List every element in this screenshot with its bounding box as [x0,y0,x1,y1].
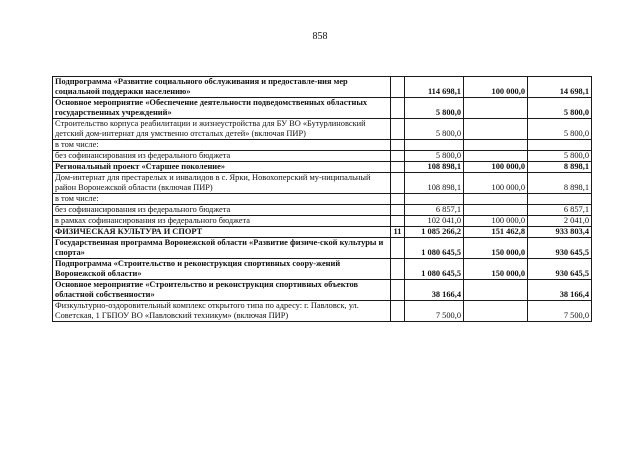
row-code [391,162,405,173]
row-total: 114 698,1 [405,77,464,98]
row-total: 102 041,0 [405,216,464,227]
row-code [391,77,405,98]
row-total: 5 800,0 [405,151,464,162]
row-regional: 5 800,0 [528,98,592,119]
row-name: без софинансирования из федерального бюджета [53,205,391,216]
row-name: Подпрограмма «Строительство и реконструкция спортивных соору-жений Воронежской области» [53,259,391,280]
row-code [391,238,405,259]
row-regional: 8 898,1 [528,173,592,194]
page-number: 858 [312,31,328,42]
row-name: Строительство корпуса реабилитации и жизнеустройства для БУ ВО «Бутурлиновский детский дом-интернат для умственно отсталых детей» (включая ПИР) [53,119,391,140]
row-federal [464,151,528,162]
table-row [53,140,592,151]
row-code [391,140,405,151]
row-regional: 6 857,1 [528,205,592,216]
row-code [391,98,405,119]
row-name: Основное мероприятие «Обеспечение деятельности подведомственных областных государственных учреждений» [53,98,391,119]
table-row [53,205,592,216]
row-total: 108 898,1 [405,162,464,173]
row-federal [464,280,528,301]
row-name: Государственная программа Воронежской области «Развитие физиче-ской культуры и спорта» [53,238,391,259]
row-name: в том числе: [53,140,391,151]
row-code [391,151,405,162]
row-code [391,259,405,280]
row-total: 7 500,0 [405,301,464,322]
row-name: Региональный проект «Старшее поколение» [53,162,391,173]
row-regional: 2 041,0 [528,216,592,227]
table-row [53,151,592,162]
table-row [53,194,592,205]
row-name: ФИЗИЧЕСКАЯ КУЛЬТУРА И СПОРТ [53,227,391,238]
table-row [53,216,592,227]
row-regional: 930 645,5 [528,238,592,259]
table-row [53,77,592,98]
row-name: Физкультурно-оздоровительный комплекс открытого типа по адресу: г. Павловск, ул. Советская, 1 ГБПОУ ВО «Павловский техникум» (включая ПИР) [53,301,391,322]
row-name: в рамках софинансирования из федерального бюджета [53,216,391,227]
row-regional: 930 645,5 [528,259,592,280]
row-federal [464,98,528,119]
row-regional: 933 803,4 [528,227,592,238]
row-total [405,194,464,205]
row-federal: 150 000,0 [464,238,528,259]
row-regional: 14 698,1 [528,77,592,98]
table-row [53,259,592,280]
row-total: 1 080 645,5 [405,259,464,280]
row-federal: 150 000,0 [464,259,528,280]
row-total: 108 898,1 [405,173,464,194]
table-row [53,238,592,259]
row-code: 11 [391,227,405,238]
row-federal: 100 000,0 [464,77,528,98]
row-federal [464,301,528,322]
row-regional: 38 166,4 [528,280,592,301]
row-regional [528,140,592,151]
row-federal: 100 000,0 [464,173,528,194]
row-name: Основное мероприятие «Строительство и реконструкция спортивных объектов областной собственности» [53,280,391,301]
table-row [53,301,592,322]
row-total: 1 080 645,5 [405,238,464,259]
row-code [391,119,405,140]
row-code [391,280,405,301]
table-row [53,98,592,119]
budget-table-body [53,77,592,322]
row-regional: 8 898,1 [528,162,592,173]
row-federal [464,205,528,216]
row-code [391,194,405,205]
row-federal: 100 000,0 [464,162,528,173]
row-federal [464,119,528,140]
row-regional: 5 800,0 [528,151,592,162]
row-total: 5 800,0 [405,98,464,119]
table-row [53,280,592,301]
row-name: в том числе: [53,194,391,205]
row-total: 38 166,4 [405,280,464,301]
row-total: 1 085 266,2 [405,227,464,238]
table-row [53,119,592,140]
row-name: Дом-интернат для престарелых и инвалидов в с. Ярки, Новохоперский му-ниципальный район Воронежской области (включая ПИР) [53,173,391,194]
row-name: Подпрограмма «Развитие социального обслуживания и предоставле-ния мер социальной поддержки населению» [53,77,391,98]
row-federal: 100 000,0 [464,216,528,227]
row-total: 5 800,0 [405,119,464,140]
row-total [405,140,464,151]
row-code [391,173,405,194]
row-federal [464,140,528,151]
row-code [391,216,405,227]
table-row [53,173,592,194]
row-total: 6 857,1 [405,205,464,216]
row-regional [528,194,592,205]
row-regional: 7 500,0 [528,301,592,322]
budget-table [52,76,592,322]
row-regional: 5 800,0 [528,119,592,140]
row-federal: 151 462,8 [464,227,528,238]
table-row [53,227,592,238]
row-name: без софинансирования из федерального бюджета [53,151,391,162]
row-code [391,301,405,322]
row-code [391,205,405,216]
row-federal [464,194,528,205]
table-row [53,162,592,173]
